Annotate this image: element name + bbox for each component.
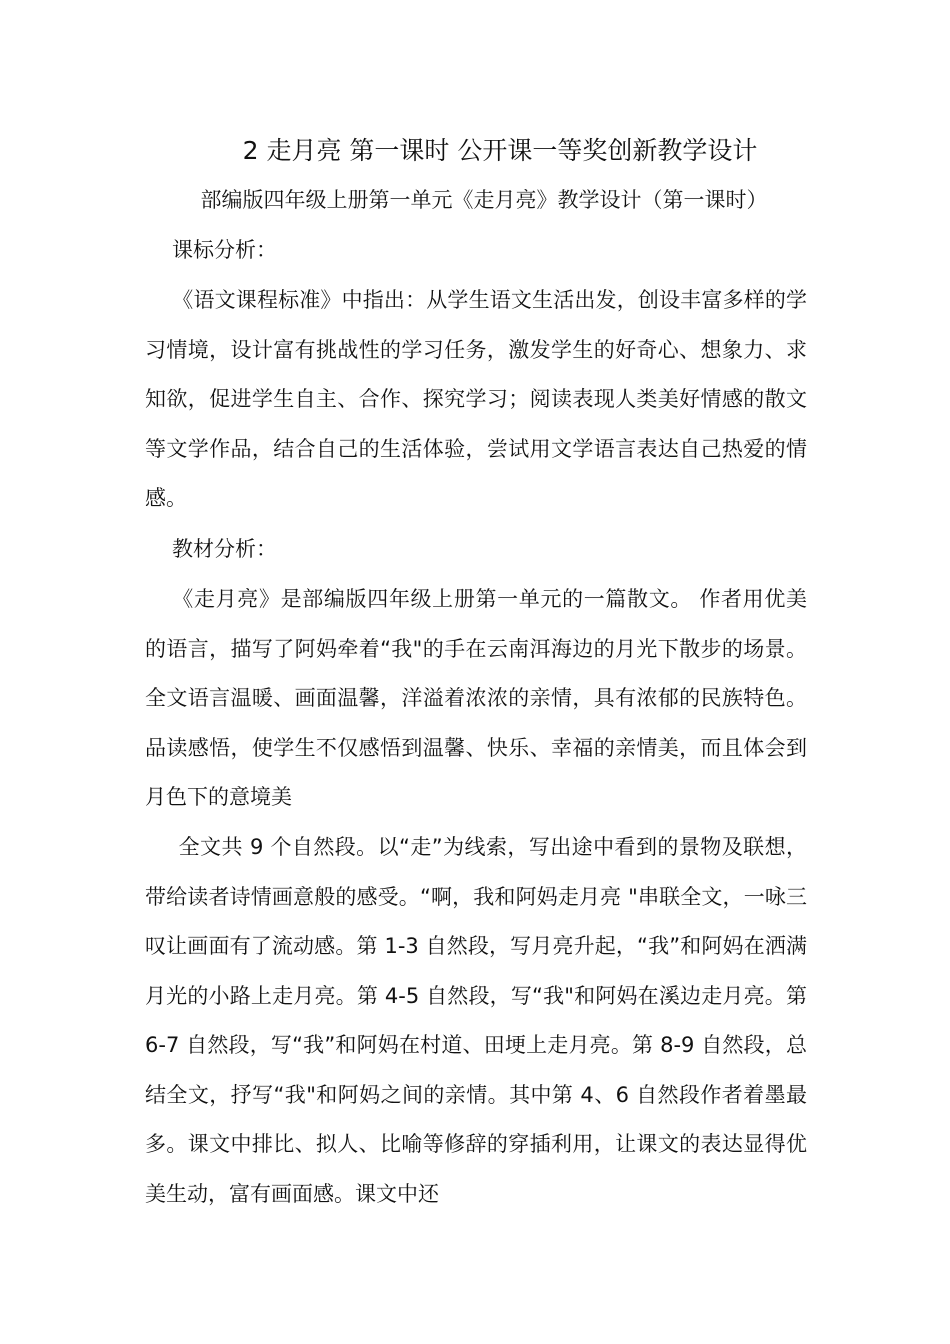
paragraph-textbook-intro: 《走月亮》是部编版四年级上册第一单元的一篇散文。 作者用优美的语言，描写了阿妈牵着“我"的手在云南洱海边的月光下散步的场景。全文语言温暖、画面温馨，洋溢着浓浓的亲情，具有浓郁的民族特色。品读感悟，使学生不仅感悟到温馨、快乐、幸福的亲情美，而且体会到月色下的意境美 xyxy=(145,587,807,809)
section-heading-textbook: 教材分析： xyxy=(172,537,277,561)
document-title: 2 走月亮 第一课时 公开课一等奖创新教学设计 xyxy=(242,136,758,165)
document-subtitle: 部编版四年级上册第一单元《走月亮》教学设计（第一课时） xyxy=(200,188,768,212)
paragraph-textbook-structure: 全文共 9 个自然段。以“走”为线索，写出途中看到的景物及联想，带给读者诗情画意般的感受。“啊，我和阿妈走月亮 "串联全文，一咏三叹让画面有了流动感。第 1-3 自然段，写月亮升起，“我”和阿妈在洒满月光的小路上走月亮。第 4-5 自然段，写“我"和阿妈在溪边走月亮。第 6-7 自然段，写“我”和阿妈在村道、田埂上走月亮。第 8-9 自然段，总结全文，抒写“我"和阿妈之间的亲情。其中第 4、6 自然段作者着墨最多。课文中排比、拟人、比喻等修辞的穿插利用，让课文的表达显得优美生动，富有画面感。课文中还 xyxy=(145,835,807,1206)
section-heading-curriculum: 课标分析： xyxy=(172,238,277,262)
paragraph-curriculum: 《语文课程标准》中指出：从学生语文生活出发，创设丰富多样的学习情境，设计富有挑战性的学习任务，激发学生的好奇心、想象力、求知欲，促进学生自主、合作、探究学习；阅读表现人类美好情感的散文等文学作品，结合自己的生活体验，尝试用文学语言表达自己热爱的情感。 xyxy=(145,288,807,510)
